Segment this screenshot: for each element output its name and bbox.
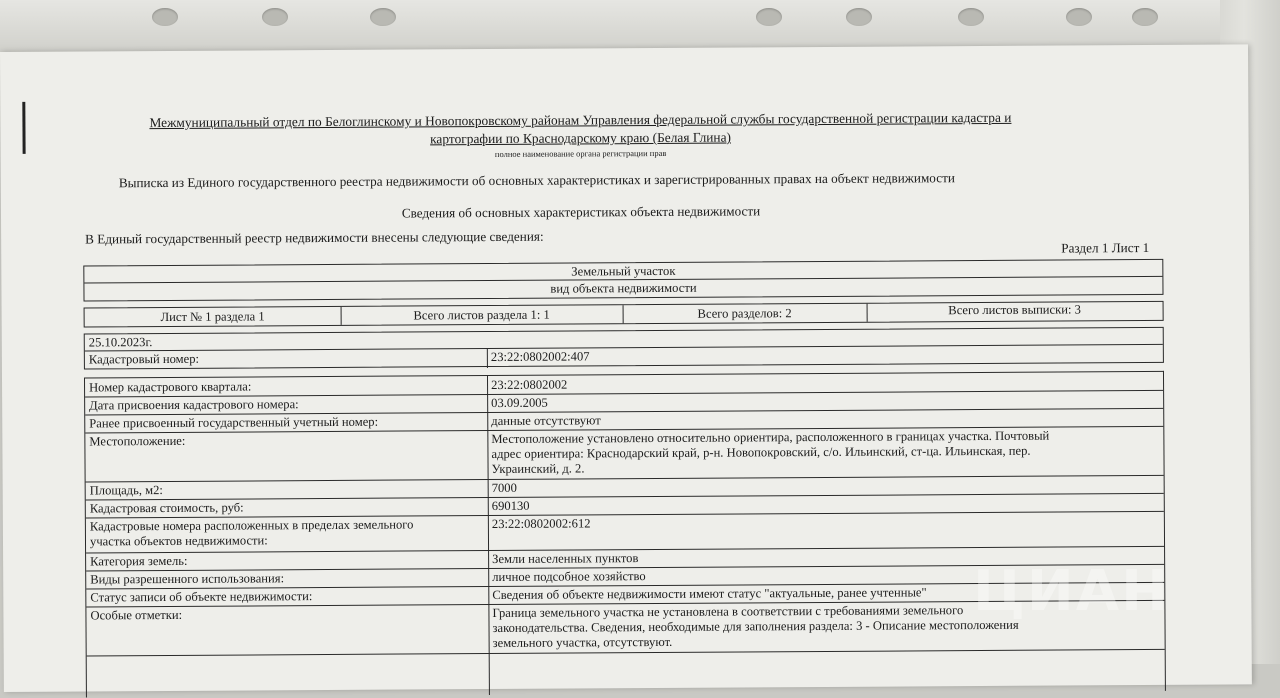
punch-hole xyxy=(846,8,872,26)
table-row-label-line: участка объектов недвижимости: xyxy=(89,533,268,549)
table-row-label: Особые отметки: xyxy=(90,607,183,623)
table-row-value: 03.09.2005 xyxy=(491,395,548,411)
table-row-label: Местоположение: xyxy=(89,433,186,449)
extract-sheets-total: Всего листов выписки: 3 xyxy=(948,302,1081,318)
table-row-label: Номер кадастрового квартала: xyxy=(89,379,252,395)
characteristics-table xyxy=(84,371,1166,698)
object-type-box xyxy=(83,259,1163,302)
table-row-value-line: земельного участка, отсутствуют. xyxy=(492,634,673,651)
table-row-value: 7000 xyxy=(491,480,517,496)
table-row-label: Дата присвоения кадастрового номера: xyxy=(89,397,299,413)
intro-text: В Единый государственный реестр недвижимости внесены следующие сведения: xyxy=(85,228,544,247)
sheet-info-row xyxy=(84,301,1164,328)
document-title: Выписка из Единого государственного реестра недвижимости об основных характеристиках и зарегистрированных правах на объект недвижимости xyxy=(118,170,955,191)
punch-hole xyxy=(958,8,984,26)
table-row-value: 23:22:0802002:612 xyxy=(491,516,591,532)
punch-hole xyxy=(262,8,288,26)
extract-date: 25.10.2023г. xyxy=(88,335,153,350)
table-row-value-line: Граница земельного участка не установлена в соответствии с требованиями земельного xyxy=(492,603,964,621)
table-row-value-line: Украинский, д. 2. xyxy=(491,461,585,477)
table-row-value-line: законодательства. Сведения, необходимые для заполнения раздела: 3 - Описание местоположения xyxy=(492,617,1019,636)
cadastral-number-value: 23:22:0802002:407 xyxy=(490,349,590,365)
cadastral-number-label: Кадастровый номер: xyxy=(88,351,200,367)
table-row-value: Земли населенных пунктов xyxy=(492,551,639,567)
table-row-value: Сведения об объекте недвижимости имеют статус "актуальные, ранее учтенные" xyxy=(492,585,927,603)
org-name-line2: картографии по Краснодарскому краю (Белая Глина) xyxy=(430,129,732,147)
table-row-label-line: Кадастровые номера расположенных в пределах земельного xyxy=(89,517,414,534)
object-type: Земельный участок xyxy=(571,263,676,279)
punch-hole xyxy=(152,8,178,26)
table-row-value-line: адрес ориентира: Краснодарский край, р-н. Новопокровский, с/о. Ильинский, ст-ца. Ильинская, пер. xyxy=(491,443,1031,462)
section-sheets-total: Всего листов раздела 1: 1 xyxy=(413,307,550,323)
punch-hole xyxy=(756,8,782,26)
sections-total: Всего разделов: 2 xyxy=(697,306,792,321)
table-row-label: Виды разрешенного использования: xyxy=(90,571,285,587)
punch-hole xyxy=(1132,8,1158,26)
binder-clip xyxy=(22,102,25,154)
table-row-label: Статус записи об объекте недвижимости: xyxy=(90,589,313,605)
table-row-label: Кадастровая стоимость, руб: xyxy=(89,500,244,516)
table-row-label: Категория земель: xyxy=(90,553,188,569)
cian-watermark: ЦИАН xyxy=(972,559,1170,624)
punch-hole xyxy=(1066,8,1092,26)
section-label: Раздел 1 Лист 1 xyxy=(1061,239,1150,256)
table-row-value: 23:22:0802002 xyxy=(491,377,568,393)
org-name-caption: полное наименование органа регистрации прав xyxy=(494,147,667,159)
date-cadastral-box xyxy=(84,327,1164,370)
table-row-label: Ранее присвоенный государственный учетный номер: xyxy=(89,414,379,431)
table-row-value: данные отсутствуют xyxy=(491,413,601,429)
section-title: Сведения об основных характеристиках объекта недвижимости xyxy=(401,203,761,221)
table-row-value: 690130 xyxy=(491,498,530,514)
punch-hole xyxy=(370,8,396,26)
sheet-number: Лист № 1 раздела 1 xyxy=(160,309,265,325)
org-name-line1: Межмуниципальный отдел по Белоглинскому и Новопокровскому районам Управления федеральной службы государственной регистрации кадастра и xyxy=(149,109,1012,131)
table-row-value: личное подсобное хозяйство xyxy=(492,569,646,585)
object-type-caption: вид объекта недвижимости xyxy=(550,280,697,296)
table-row-label: Площадь, м2: xyxy=(89,483,163,498)
table-row-value-line: Местоположение установлено относительно ориентира, расположенного в границах участка. Почтовый xyxy=(491,428,1050,447)
